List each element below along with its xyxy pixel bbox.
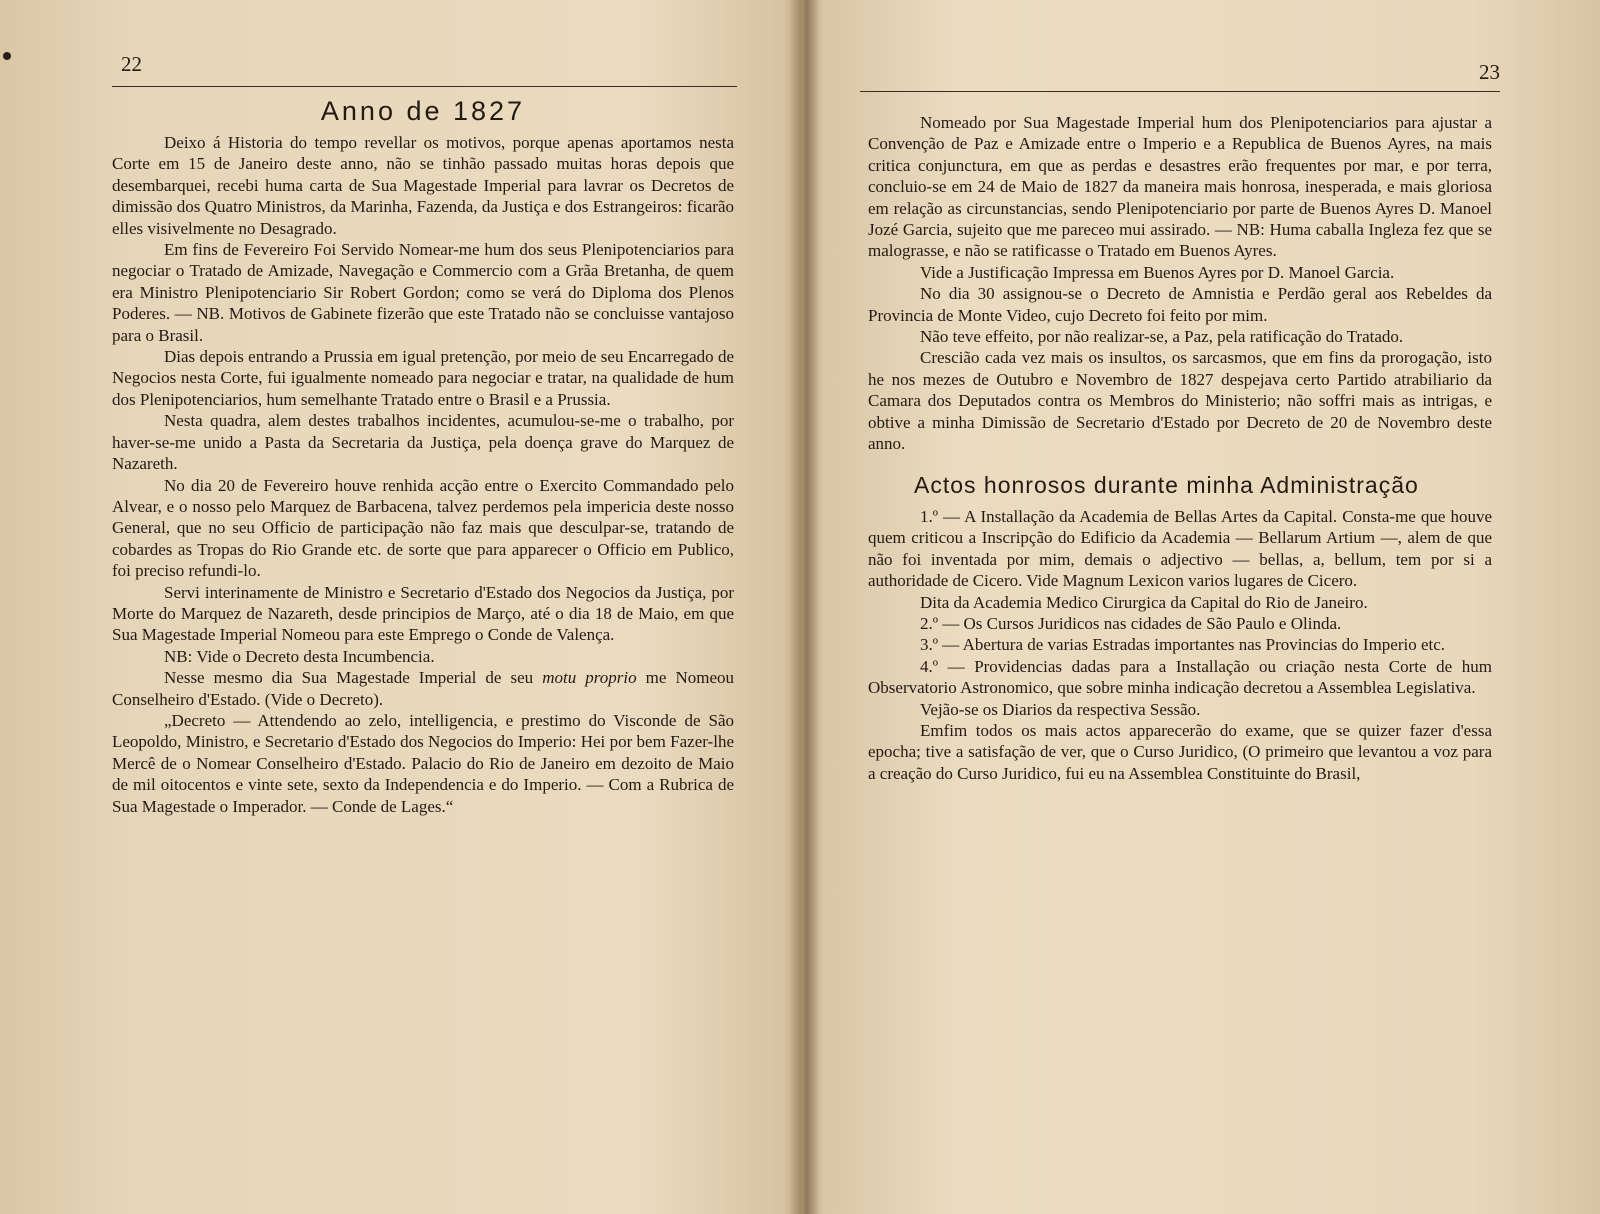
paragraph: Em fins de Fevereiro Foi Servido Nomear-me hum dos seus Plenipotenciarios para negociar o Tratado de Amizade, Navegação e Commercio com a Grãa Bretanha, de quem era Ministro Plenipotenciario Sir Robert Gordon; como se verá do Diploma dos Plenos Poderes. — NB. Motivos de Gabinete fizerão que este Tratado não se concluisse vantajoso para o Brasil. <box>112 240 734 345</box>
left-text-block <box>112 132 734 817</box>
right-page <box>820 0 1600 1214</box>
paragraph: Nesta quadra, alem destes trabalhos incidentes, acumulou-se-me o trabalho, por haver-se-me unido a Pasta da Secretaria da Justiça, pela doença grave do Marquez de Nazareth. <box>112 411 734 474</box>
paragraph-motu-proprio <box>112 667 734 710</box>
motu-text-after: me Nomeou Conselheiro d'Estado. (Vide o Decreto). <box>112 668 734 709</box>
paragraph: Dita da Academia Medico Cirurgica da Capital do Rio de Janeiro. <box>920 592 1368 612</box>
paragraph: Vide a Justificação Impressa em Buenos Ayres por D. Manoel Garcia. <box>920 262 1395 282</box>
book-gutter <box>790 0 820 1214</box>
paragraph: Dias depois entrando a Prussia em igual pretenção, por meio de seu Encarregado de Negocios nesta Corte, fui igualmente nomeado para negociar e tratar, na qualidade de hum dos Plenipotenciarios, hum semelhante Tratado entre o Brasil e a Prussia. <box>112 347 734 409</box>
paragraph: 2.º — Os Cursos Juridicos nas cidades de São Paulo e Olinda. <box>920 613 1342 633</box>
paragraph: Crescião cada vez mais os insultos, os sarcasmos, que em fins da prorogação, isto he nos mezes de Outubro e Novembro de 1827 despejava certo Partido atrabiliario da Camara dos Deputados contra os Membros do Ministerio; não soffri mais as intrigas, e obtive a minha Dimissão de Secretario d'Estado por Decreto de 20 de Novembro deste anno. <box>868 348 1492 454</box>
paragraph: Vejão-se os Diarios da respectiva Sessão. <box>920 699 1201 719</box>
paragraph: 1.º — A Installação da Academia de Bellas Artes da Capital. Consta-me que houve quem criticou a Inscripção do Edificio da Academia — Bellarum Artium —, alem de que não foi inventada por mim, demais o adjectivo — bellas, a, bellum, tem por si a authoridade de Cicero. Vide Magnum Lexicon varios lugares de Cicero. <box>868 506 1492 591</box>
motu-text-italic: motu proprio <box>542 668 637 688</box>
section-heading-actos: Actos honrosos durante minha Administração <box>914 471 1419 498</box>
motu-text-before: Nesse mesmo dia Sua Magestade Imperial de seu <box>164 668 543 688</box>
header-rule-left <box>112 86 737 87</box>
paragraph: Emfim todos os mais actos apparecerão do exame, que se quizer fazer d'essa epocha; tive a satisfação de ver, que o Curso Juridico, (O primeiro que levantou a voz para a creação do Curso Juridico, fui eu na Assemblea Constituinte do Brasil, <box>868 720 1492 783</box>
paragraph: Não teve effeito, por não realizar-se, a Paz, pela ratificação do Tratado. <box>920 327 1404 347</box>
left-page <box>0 0 790 1214</box>
paragraph: NB: Vide o Decreto desta Incumbencia. <box>164 646 435 666</box>
page-number-right: 23 <box>1479 60 1500 84</box>
paragraph: Deixo á Historia do tempo revellar os motivos, porque apenas aportamos nesta Corte em 15 de Janeiro deste anno, não se tinhão passado muitas horas depois que desembarquei, recebi huma carta de Sua Magestade Imperial para lavrar os Decretos de dimissão dos Quatro Ministros, da Marinha, Fazenda, da Justiça e dos Estrangeiros: ficarão elles visivelmente no Desagrado. <box>112 133 734 238</box>
page-number-left: 22 <box>121 52 142 76</box>
paragraph: 4.º — Providencias dadas para a Installação ou criação nesta Corte de hum Observatorio Astronomico, que sobre minha indicação decretou a Assemblea Legislativa. <box>868 656 1492 698</box>
paragraph: No dia 30 assignou-se o Decreto de Amnistia e Perdão geral aos Rebeldes da Provincia de Monte Video, cujo Decreto foi feito por mim. <box>868 284 1492 325</box>
section-heading-anno: Anno de 1827 <box>320 96 526 126</box>
right-text-block <box>868 112 1492 784</box>
paragraph: 3.º — Abertura de varias Estradas importantes nas Provincias do Imperio etc. <box>920 635 1446 655</box>
paragraph-decree: „Decreto — Attendendo ao zelo, intelligencia, e prestimo do Visconde de São Leopoldo, Ministro, e Secretario d'Estado dos Negocios do Imperio: Hei por bem Fazer-lhe Mercê de o Nomear Conselheiro d'Estado. Palacio do Rio de Janeiro em dezoito de Maio de mil oitocentos e vinte sete, sexto da Independencia e do Imperio. — Com a Rubrica de Sua Magestade o Imperador. — Conde de Lages.“ <box>112 710 734 816</box>
header-rule-right <box>860 91 1500 92</box>
paragraph: Servi interinamente de Ministro e Secretario d'Estado dos Negocios da Justiça, por Morte do Marquez de Nazareth, desde principios de Março, até o dia 18 de Maio, em que Sua Magestade Imperial Nomeou para este Emprego o Conde de Valença. <box>112 582 734 645</box>
paragraph: No dia 20 de Fevereiro houve renhida acção entre o Exercito Commandado pelo Alvear, e o nosso pelo Marquez de Barbacena, talvez perdemos pela impericia deste nosso General, que no seu Officio de participação não faz mais que desculpar-se, tratando de cobardes as Tropas do Rio Grande etc. de sorte que para apparecer o Officio em Publico, foi preciso refundi-lo. <box>112 475 734 581</box>
paragraph: Nomeado por Sua Magestade Imperial hum dos Plenipotenciarios para ajustar a Convenção de Paz e Amizade entre o Imperio e a Republica de Buenos Ayres, na mais critica conjunctura, em que as perdas e desastres erão frequentes por mar, e por terra, concluio-se em 24 de Maio de 1827 da maneira mais honrosa, inesperada, e mais gloriosa em relação as circunstancias, sendo Plenipotenciario por parte de Buenos Ayres D. Manoel Jozé Garcia, sujeito que me pareceo mui assirado. — NB: Huma caballa Ingleza fez que se malograsse, e não se ratificasse o Tratado em Buenos Ayres. <box>868 113 1492 261</box>
